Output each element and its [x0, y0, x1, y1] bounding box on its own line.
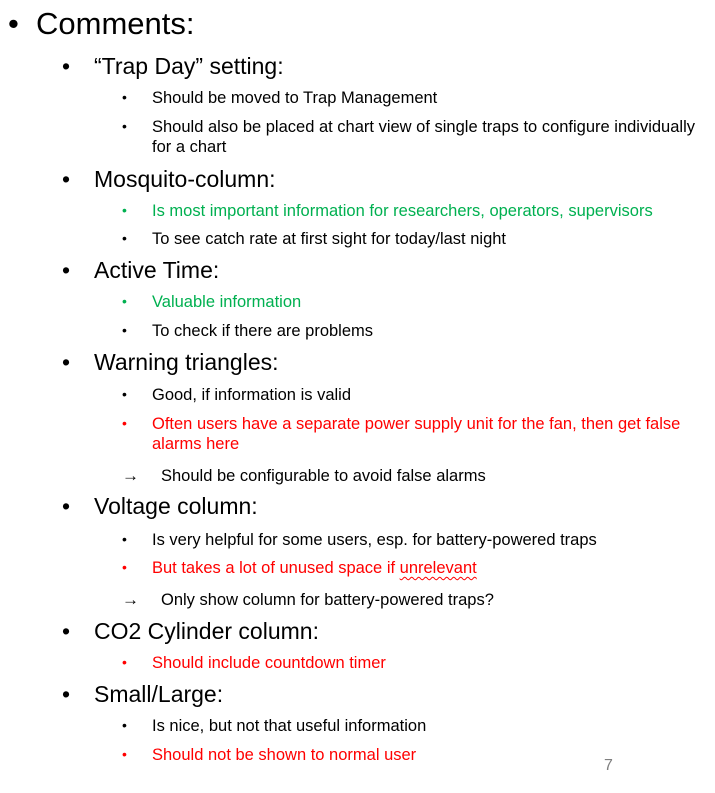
list-item-text: Is nice, but not that useful information	[152, 717, 427, 735]
list-item	[152, 745, 707, 765]
bullet-icon: •	[122, 293, 127, 309]
list-item-text: Is most important information for researchers, operators, supervisors	[152, 202, 653, 220]
list-item-text: To check if there are problems	[152, 322, 374, 340]
section-heading: Voltage column:	[94, 493, 258, 519]
list-item	[161, 590, 715, 610]
bullet-icon: •	[122, 746, 127, 762]
bullet-icon: •	[122, 230, 127, 246]
slide-title: Comments:	[36, 6, 195, 41]
list-item	[152, 530, 707, 550]
bullet-icon: •	[62, 681, 71, 707]
page-number: 7	[604, 757, 613, 774]
section-heading: CO2 Cylinder column:	[94, 618, 319, 644]
list-item	[152, 558, 707, 578]
list-item	[152, 117, 707, 157]
misspelled-word: unrelevant	[399, 559, 477, 577]
section-heading: Active Time:	[94, 257, 220, 283]
section-heading: “Trap Day” setting:	[94, 53, 284, 79]
list-item-text: Should be moved to Trap Management	[152, 89, 438, 107]
list-item-text: But takes a lot of unused space if	[152, 559, 400, 577]
section-heading: Warning triangles:	[94, 349, 279, 375]
bullet-icon: •	[62, 349, 71, 375]
bullet-icon: •	[122, 322, 127, 338]
bullet-icon: •	[122, 717, 127, 733]
bullet-icon: •	[122, 118, 127, 134]
list-item-text: Should include countdown timer	[152, 654, 386, 672]
bullet-icon: •	[122, 415, 127, 431]
section-heading: Mosquito-column:	[94, 166, 276, 192]
bullet-icon: •	[62, 618, 71, 644]
bullet-icon: •	[122, 559, 127, 575]
list-item-text: Valuable information	[152, 293, 302, 311]
arrow-icon: →	[122, 590, 139, 609]
list-item-text: Good, if information is valid	[152, 386, 352, 404]
arrow-icon: →	[122, 466, 139, 485]
bullet-icon: •	[122, 654, 127, 670]
list-item	[161, 466, 715, 486]
bullet-icon: •	[62, 53, 71, 79]
list-item	[152, 385, 707, 405]
bullet-icon: •	[8, 6, 19, 41]
list-item	[152, 201, 707, 221]
list-item	[152, 321, 707, 341]
bullet-icon: •	[62, 166, 71, 192]
list-item	[152, 716, 707, 736]
bullet-icon: •	[122, 202, 127, 218]
list-item-text: Only show column for battery-powered traps?	[161, 591, 494, 609]
list-item-text: Should not be shown to normal user	[152, 746, 417, 764]
list-item-text: Often users have a separate power supply unit for the fan, then get false alarms here	[152, 415, 681, 453]
section-heading: Small/Large:	[94, 681, 224, 707]
list-item	[152, 292, 707, 312]
list-item	[152, 414, 707, 454]
bullet-icon: •	[122, 386, 127, 402]
list-item-text: Is very helpful for some users, esp. for battery-powered traps	[152, 531, 597, 549]
list-item	[152, 229, 707, 249]
list-item-text: To see catch rate at first sight for today/last night	[152, 230, 507, 248]
bullet-icon: •	[122, 89, 127, 105]
list-item	[152, 653, 707, 673]
list-item	[152, 88, 707, 108]
bullet-icon: •	[62, 493, 71, 519]
list-item-text: Should be configurable to avoid false alarms	[161, 467, 486, 485]
bullet-icon: •	[122, 531, 127, 547]
bullet-icon: •	[62, 257, 71, 283]
list-item-text: Should also be placed at chart view of single traps to configure individually for a chart	[152, 118, 695, 156]
